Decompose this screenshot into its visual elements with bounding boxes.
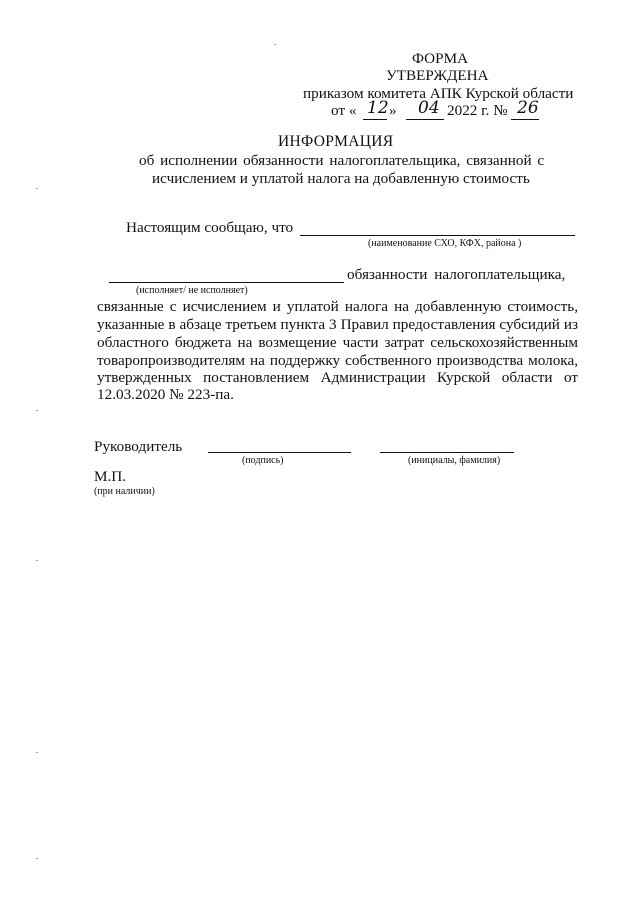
paragraph-line: указанные в абзаце третьем пункта 3 Правил предоставления субсидий из [97, 316, 578, 333]
name-hint: (инициалы, фамилия) [408, 455, 501, 466]
signature-field-line [208, 452, 351, 453]
execution-field-line [109, 282, 344, 283]
title-line-2: исчислением и уплатой налога на добавленную стоимость [152, 170, 530, 187]
paragraph-line-last: 12.03.2020 № 223-па. [97, 386, 234, 403]
paragraph-line: областного бюджета на возмещение части затрат сельскохозяйственным [97, 334, 578, 351]
date-separator: » [389, 102, 397, 119]
stamp-label: М.П. [94, 468, 127, 485]
margin-tick [36, 188, 38, 189]
name-field-line [380, 452, 514, 453]
margin-tick [36, 858, 38, 859]
stamp-hint: (при наличии) [94, 486, 155, 497]
month-underline [406, 119, 444, 120]
date-day: 12 [367, 98, 389, 118]
approved-label: УТВЕРЖДЕНА [386, 67, 489, 84]
organization-field-line [300, 235, 575, 236]
paragraph-line: утвержденных постановлением Администрации Курской области от [97, 369, 578, 386]
paragraph-line: связанные с исчислением и уплатой налога на добавленную стоимость, [97, 298, 578, 315]
order-reference: приказом комитета АПК Курской области [303, 85, 574, 102]
date-prefix: от « [331, 102, 357, 119]
date-month: 04 [418, 98, 440, 118]
margin-tick [36, 752, 38, 753]
form-label: ФОРМА [412, 50, 469, 67]
title-line-1: об исполнении обязанности налогоплательщика, связанной с [139, 152, 545, 169]
signature-hint: (подпись) [242, 455, 284, 466]
inform-text: Настоящим сообщаю, что [126, 219, 294, 236]
order-number: 26 [517, 98, 539, 118]
margin-tick [274, 44, 276, 45]
date-year-number: 2022 г. № [447, 102, 508, 119]
head-label: Руководитель [94, 438, 183, 455]
number-underline [511, 119, 539, 120]
execution-hint: (исполняет/ не исполняет) [136, 285, 248, 296]
organization-hint: (наименование СХО, КФХ, района ) [368, 238, 522, 249]
day-underline [363, 119, 387, 120]
margin-tick [36, 410, 38, 411]
margin-tick [36, 560, 38, 561]
document-title: ИНФОРМАЦИЯ [278, 133, 394, 150]
duties-text: обязанности налогоплательщика, [347, 266, 566, 283]
paragraph-line: товаропроизводителям на поддержку собственного производства молока, [97, 352, 578, 369]
